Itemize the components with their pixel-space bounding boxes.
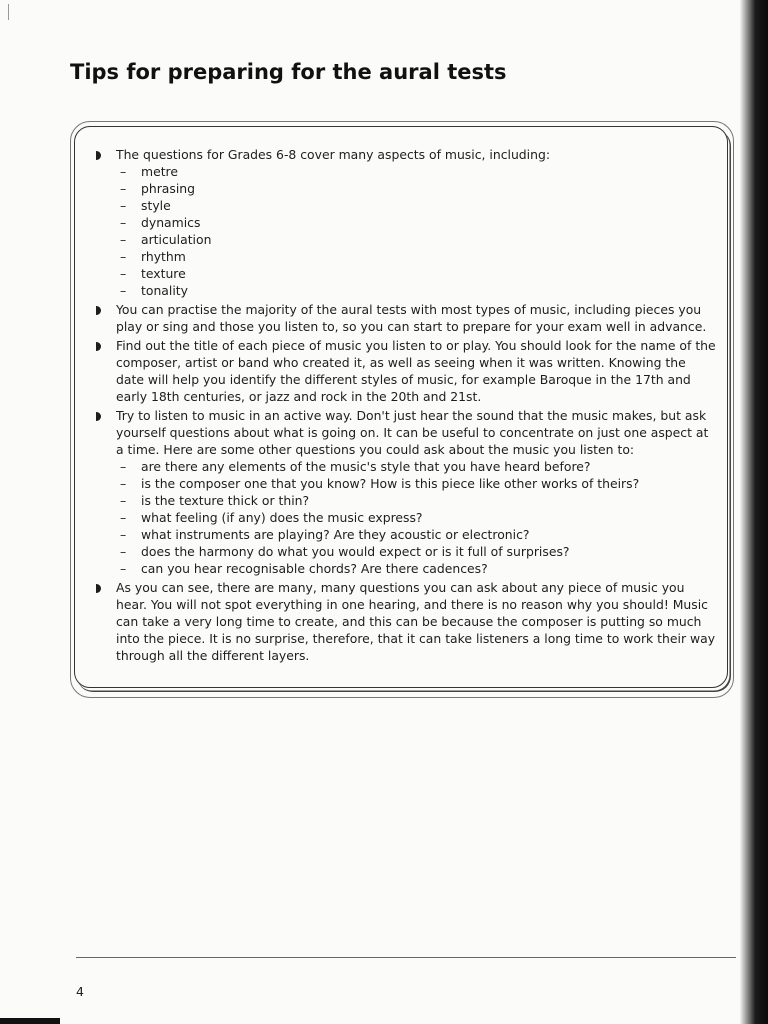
dash-icon: – <box>120 510 127 525</box>
sub-item-text: are there any elements of the music's style that you have heard before? <box>141 459 591 474</box>
tip-text: The questions for Grades 6-8 cover many aspects of music, including: <box>116 147 550 162</box>
tip-item <box>96 407 716 577</box>
sub-item-text: texture <box>141 266 186 281</box>
scan-mark <box>8 4 9 20</box>
sub-item <box>116 265 716 282</box>
sub-item-text: phrasing <box>141 181 196 196</box>
sub-item-text: style <box>141 198 171 213</box>
sub-item <box>116 526 716 543</box>
sub-item-text: rhythm <box>141 249 186 264</box>
dash-icon: – <box>120 266 127 281</box>
sub-item <box>116 163 716 180</box>
dash-icon: – <box>120 215 127 230</box>
tips-list <box>96 146 716 666</box>
sub-item-text: what instruments are playing? Are they acoustic or electronic? <box>141 527 530 542</box>
dash-icon: – <box>120 249 127 264</box>
dash-icon: – <box>120 561 127 576</box>
dash-icon: – <box>120 181 127 196</box>
scan-shadow-edge <box>740 0 768 1024</box>
tip-item <box>96 337 716 405</box>
footer-rule <box>76 957 736 958</box>
tip-text: You can practise the majority of the aural tests with most types of music, including pieces you play or sing and those you listen to, so you can start to prepare for your exam well in advance. <box>116 302 707 334</box>
tip-sublist <box>116 163 716 299</box>
sub-item <box>116 197 716 214</box>
tip-item <box>96 146 716 299</box>
dash-icon: – <box>120 459 127 474</box>
sub-item-text: what feeling (if any) does the music express? <box>141 510 423 525</box>
sub-item-text: is the composer one that you know? How is this piece like other works of theirs? <box>141 476 640 491</box>
sub-item <box>116 282 716 299</box>
tip-sublist <box>116 458 716 577</box>
sub-item <box>116 180 716 197</box>
sub-item-text: does the harmony do what you would expect or is it full of surprises? <box>141 544 570 559</box>
tip-text: Find out the title of each piece of music you listen to or play. You should look for the name of the composer, artist or band who created it, as well as seeing when it was written. Knowing the date will help you identify the different styles of music, for example Baroque in the 17th and early 18th centuries, or jazz and rock in the 20th and 21st. <box>116 338 716 404</box>
bullet-icon <box>96 412 101 421</box>
sub-item <box>116 543 716 560</box>
sub-item <box>116 492 716 509</box>
sub-item-text: articulation <box>141 232 212 247</box>
sub-item-text: metre <box>141 164 178 179</box>
dash-icon: – <box>120 164 127 179</box>
tip-item <box>96 301 716 335</box>
tip-item <box>96 579 716 664</box>
dash-icon: – <box>120 232 127 247</box>
sub-item-text: tonality <box>141 283 188 298</box>
sub-item <box>116 248 716 265</box>
sub-item-text: dynamics <box>141 215 201 230</box>
sub-item-text: is the texture thick or thin? <box>141 493 310 508</box>
page-number: 4 <box>76 984 84 999</box>
sub-item <box>116 509 716 526</box>
sub-item <box>116 214 716 231</box>
dash-icon: – <box>120 476 127 491</box>
sub-item <box>116 560 716 577</box>
sub-item <box>116 475 716 492</box>
bullet-icon <box>96 306 101 315</box>
sub-item-text: can you hear recognisable chords? Are there cadences? <box>141 561 488 576</box>
bullet-icon <box>96 151 101 160</box>
tip-text: Try to listen to music in an active way. Don't just hear the sound that the music makes, but ask yourself questions about what is going on. It can be useful to concentrate on just one aspect at a time. Here are some other questions you could ask about the music you listen to: <box>116 408 709 457</box>
dash-icon: – <box>120 527 127 542</box>
dash-icon: – <box>120 493 127 508</box>
dash-icon: – <box>120 544 127 559</box>
dash-icon: – <box>120 198 127 213</box>
dash-icon: – <box>120 283 127 298</box>
tip-text: As you can see, there are many, many questions you can ask about any piece of music you hear. You will not spot everything in one hearing, and there is no reason why you should! Music can take a very long time to create, and this can be because the composer is putting so much into the piece. It is no surprise, therefore, that it can take listeners a long time to work their way through all the different layers. <box>116 580 716 663</box>
bullet-icon <box>96 342 101 351</box>
sub-item <box>116 231 716 248</box>
bullet-icon <box>96 584 101 593</box>
sub-item <box>116 458 716 475</box>
scan-mark-bottom <box>0 1018 60 1024</box>
page-title: Tips for preparing for the aural tests <box>70 60 507 84</box>
